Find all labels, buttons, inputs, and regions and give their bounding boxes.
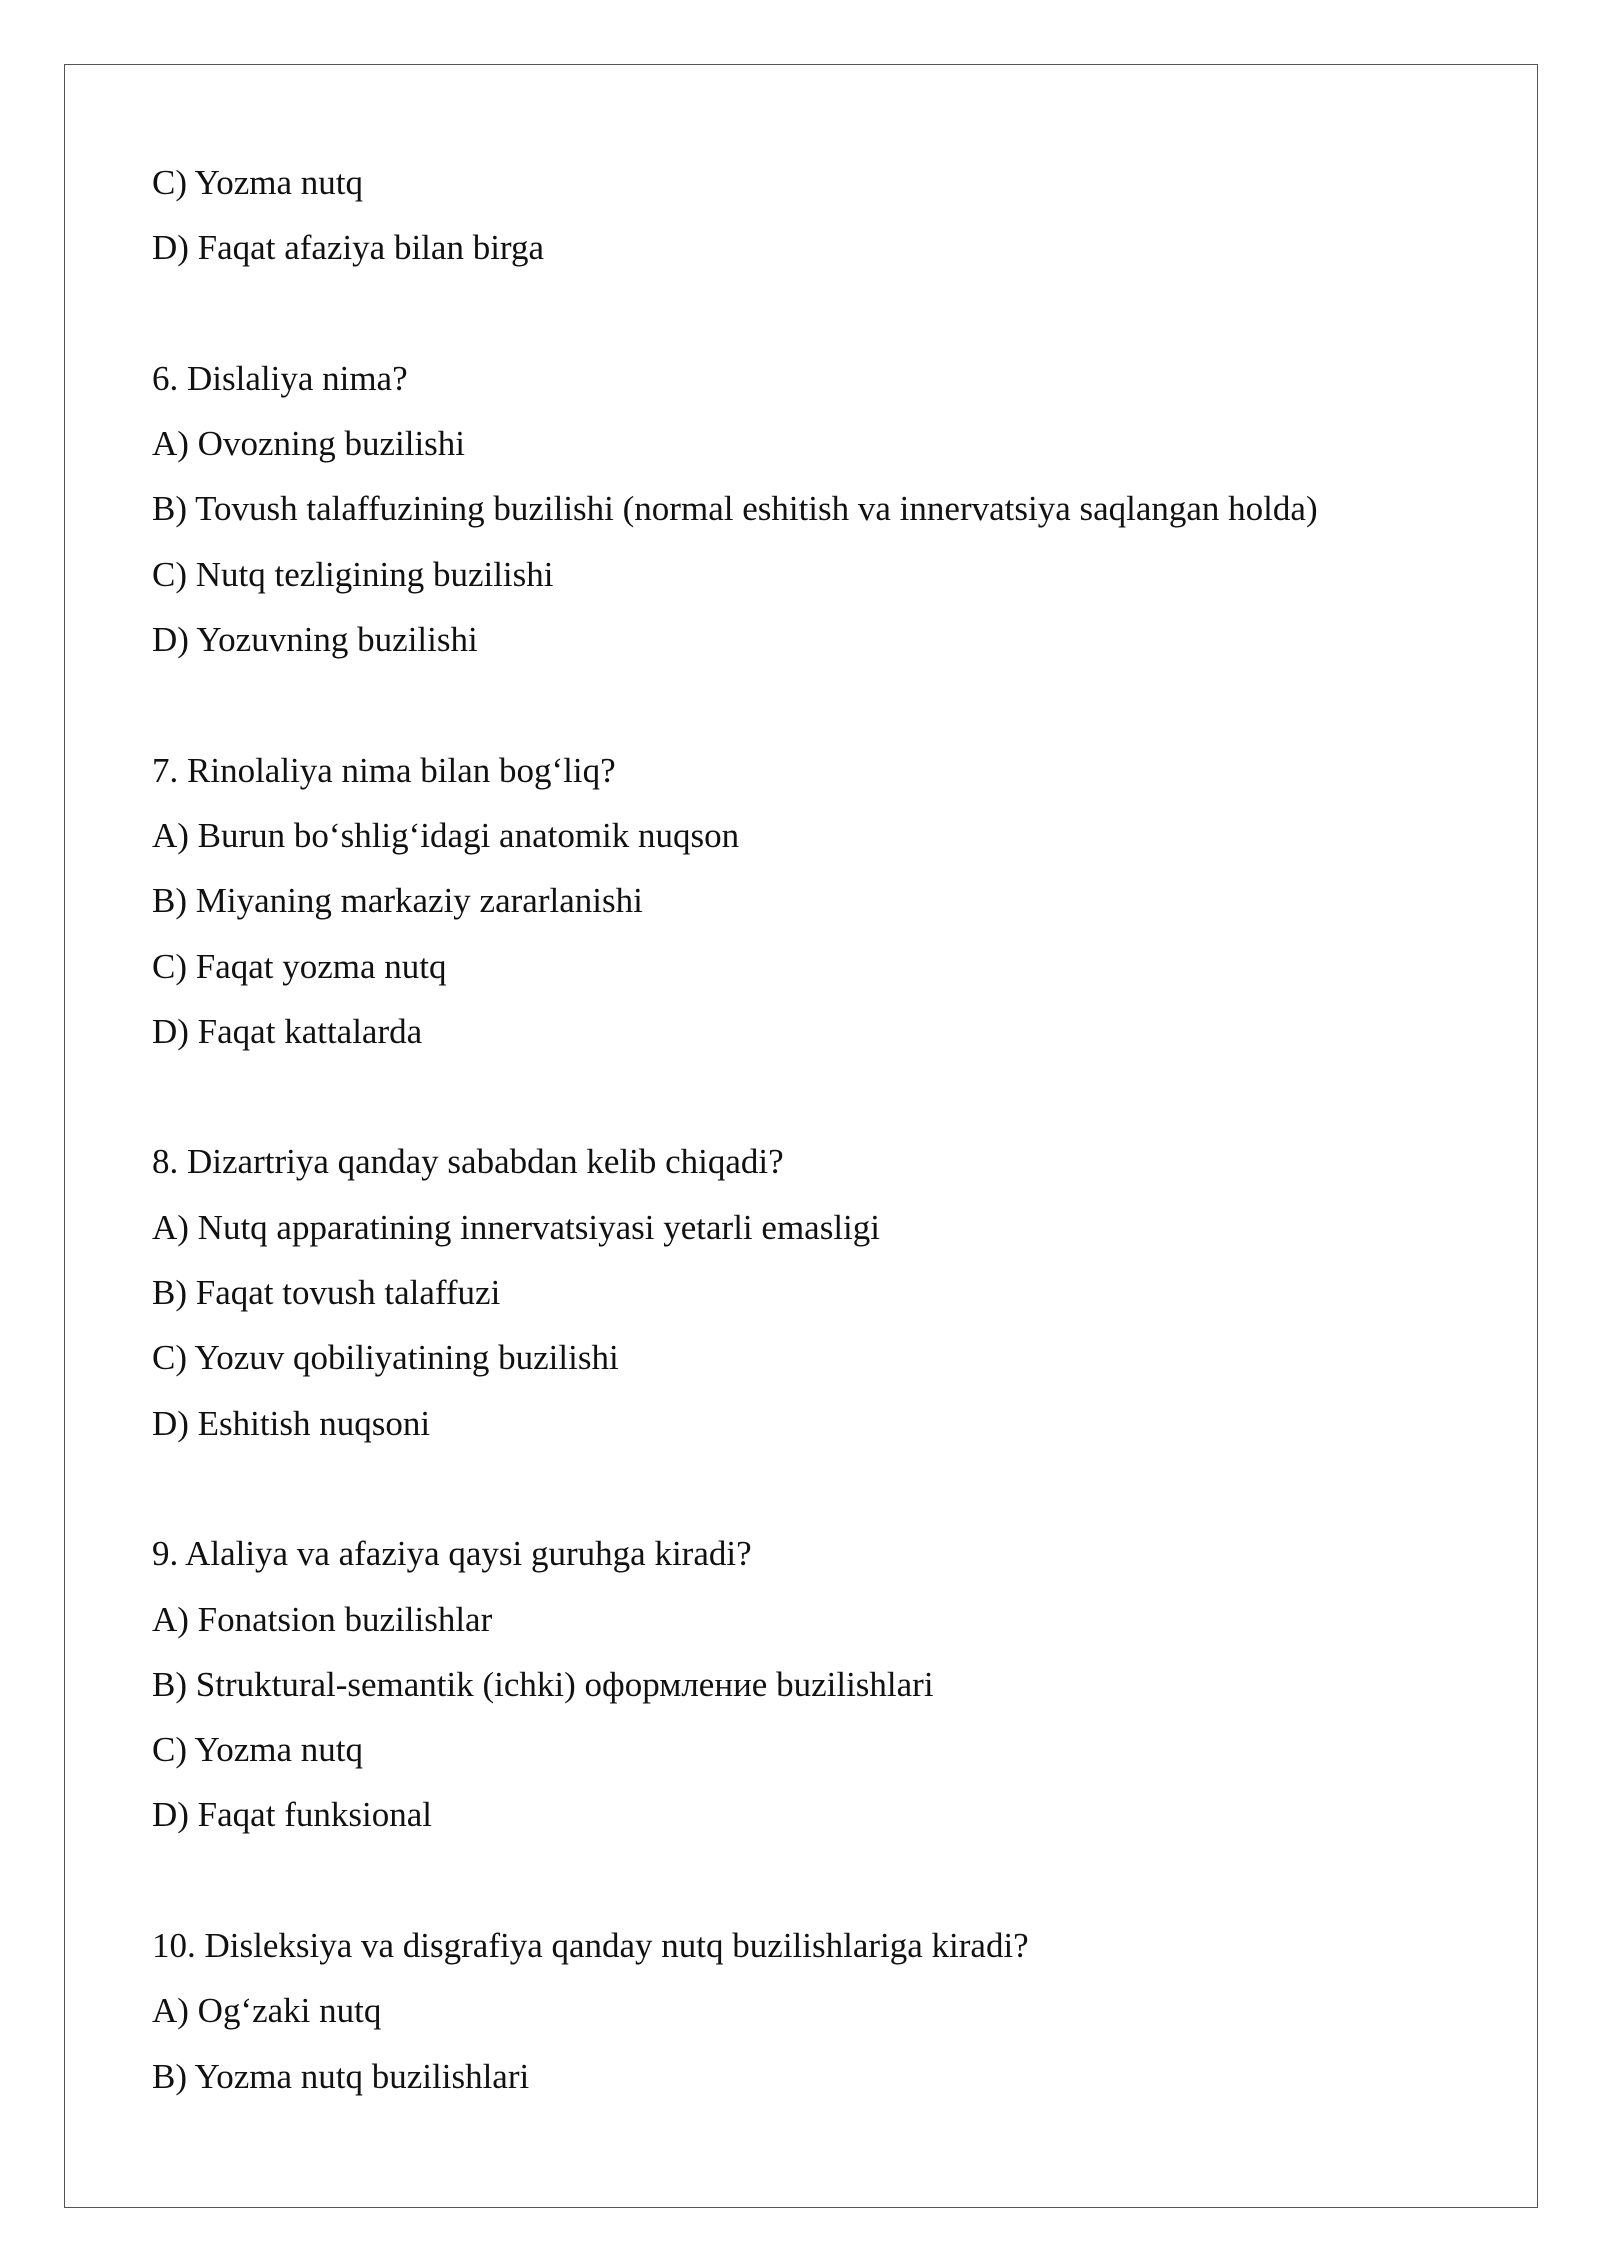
option-c: C) Faqat yozma nutq — [152, 946, 447, 986]
option-c: C) Yozma nutq — [152, 1730, 363, 1770]
option-a: A) Ovozning buzilishi — [152, 424, 466, 464]
spacer — [152, 1064, 1492, 1129]
option-a: A) Fonatsion buzilishlar — [152, 1599, 493, 1639]
option-d: D) Faqat afaziya bilan birga — [152, 228, 544, 268]
option-a: A) Nutq apparatining innervatsiyasi yetarli emasligi — [152, 1207, 880, 1247]
option-c: C) Nutq tezligining buzilishi — [152, 554, 554, 594]
question-9 — [152, 1521, 1492, 1847]
option-b: B) Faqat tovush talaffuzi — [152, 1273, 501, 1313]
option-c: C) Yozuv qobiliyatining buzilishi — [152, 1338, 619, 1378]
spacer — [152, 672, 1492, 737]
spacer — [152, 1848, 1492, 1913]
option-d: D) Faqat funksional — [152, 1795, 432, 1835]
question-10 — [152, 1913, 1492, 2109]
question-6 — [152, 346, 1492, 672]
option-d: D) Eshitish nuqsoni — [152, 1403, 431, 1443]
option-b: B) Tovush talaffuzining buzilishi (normal eshitish va innervatsiya saqlangan holda) — [152, 489, 1318, 529]
question-7 — [152, 738, 1492, 1064]
document-body — [152, 150, 1492, 2109]
option-d: D) Yozuvning buzilishi — [152, 620, 478, 660]
option-b: B) Miyaning markaziy zararlanishi — [152, 881, 643, 921]
question-8 — [152, 1129, 1492, 1455]
question-text: 6. Dislaliya nima? — [152, 358, 408, 398]
option-a: A) Og‘zaki nutq — [152, 1991, 382, 2031]
option-b: B) Yozma nutq buzilishlari — [152, 2056, 530, 2096]
option-c: C) Yozma nutq — [152, 163, 363, 202]
question-text: 10. Disleksiya va disgrafiya qanday nutq buzilishlariga kiradi? — [152, 1926, 1029, 1966]
spacer — [152, 1456, 1492, 1521]
spacer — [152, 281, 1492, 346]
question-text: 7. Rinolaliya nima bilan bog‘liq? — [152, 750, 616, 790]
question-5-tail — [152, 150, 1492, 281]
option-b: B) Struktural-semantik (ichki) оформление buzilishlari — [152, 1664, 934, 1704]
question-text: 9. Alaliya va afaziya qaysi guruhga kiradi? — [152, 1534, 752, 1574]
option-d: D) Faqat kattalarda — [152, 1011, 423, 1051]
option-a: A) Burun bo‘shlig‘idagi anatomik nuqson — [152, 815, 740, 855]
question-text: 8. Dizartriya qanday sababdan kelib chiqadi? — [152, 1142, 784, 1182]
